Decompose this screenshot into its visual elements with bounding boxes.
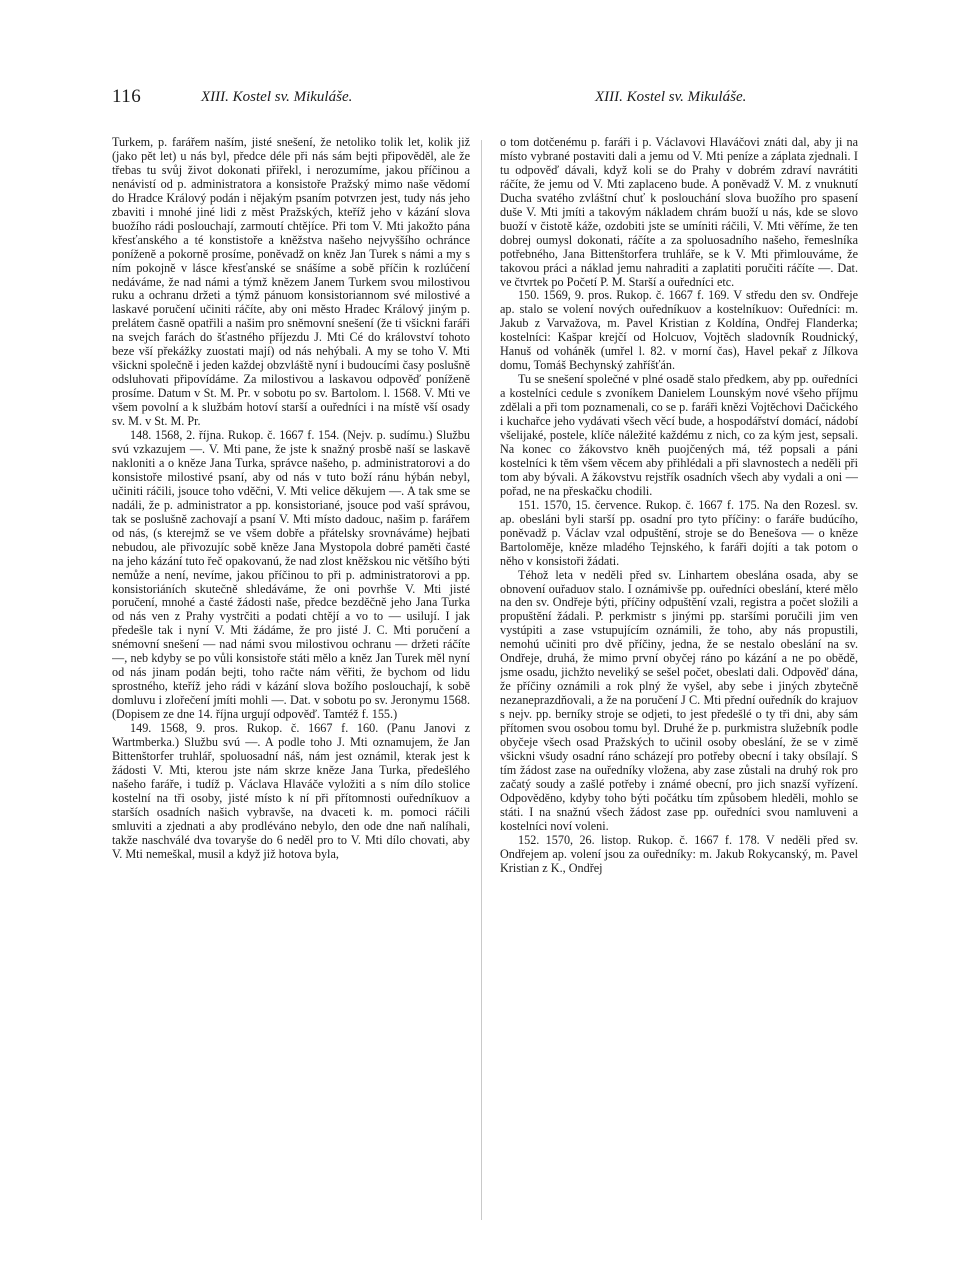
paragraph: Téhož leta v neděli před sv. Linhartem obeslána osada, aby se obnovení ouřaduov stalo. I oznámivše pp. ouředníci obeslání, které mělo na den sv. Ondřeje býti, příčiny odpuštění vzali, registra a počet složili a propuštění žádali. P. perkmistr s jinými pp. staršími poručili jim ven vystúpiti a zase vstupujícím oznámili, že toho, aby nás propustili, nemohú učiniti pro dvě příčiny, jedna, že se nestalo obeslání na sv. Ondřeje, druhá, že mimo první obyčej ráno po kázání a ne po obědě, jsme osadu, jichžto neveliký se sešel počet, obeslati dali. Odpověď dána, že příčiny oznámili a rok plný že vyšel, aby sebe i jiných zbytečně nezaneprazdňovali, a že na poručení J C. Mti přední ouředník do krajuov s nejv. pp. berníky stroje se odjeti, to jest předešlé o ty tři dni, aby sám přítomen svou osobou tomu byl. Druhé že p. purkmistra služebník podle obyčeje všech osad Pražských to učinil osoby obeslání, že se v zimě všickni všudy osadní ráno scházejí pro potřeby obecní i taky obsílají. S tím žádost zase na ouředníky vložena, aby zase zůstali na druhý rok pro začatý soudy a zašlé potřeby i známé obecní, pro jich snazší vyřízení. Odpověděno, kdyby toho býti počátku tím způsobem hleděli, mohlo se státi. I na snažnú všech žádost zase pp. ouředníci svou namluveni a kostelníci noví voleni. (500, 567, 858, 833)
paragraph: 148. 1568, 2. října. Rukop. č. 1667 f. 154. (Nejv. p. sudímu.) Službu svú vzkazujem —. V. Mti pane, že jste k snažný prosbě naší se laskavě nakloniti a o kněze Jana Turka, správce našeho, p. administratorovi a do konsistoře milostivé psaní, aby od nás v tuto boží ránu hýbán nebyl, učiniti ráčili, jsouce toho vděčni, V. Mti velice děkujem —. A tak sme se nadáli, že p. administrator a pp. konsistoriané, jsouce pod vaší správou, tak se poslušně zachovají a psaní V. Mti místo dadouc, našim p. farářem od nás, (s kterejmž se ve všem dobře a přátelsky srovnáváme) hejbati nebudou, ale přivozujíc sobě kněze Jana Mystopola dobré paměti časté na jeho kázání tuto řeč opakovanú, že nad zlost kněžskou nic většího býti nemůže a není, nevíme, jakou příčinou to při p. administratorovi a pp. konsistoriáních skutečně shledáváme, že oni povrhše V. Mti jisté poručení, mnohé a časté žádosti naše, předce bezděčně jeho Jana Turka od nás ven z Prahy vystrčiti a podati chtějí a vo to — usilují. I jak předešle tak i nyní V. Mti žádáme, že pro jisté J. C. Mti poručení a snémovní snešení — nad námi svou milostivou ochranu — držeti ráčíte —, neb kdyby se po vůli konsistoře státi mělo a kněz Jan Turek měl nyní od nás jinam podán bejti, toho račte nám věřiti, že bychom od lidu sprostného, kteříž jeho rádi v kázání slova božího poslouchají, k sobě domluvu i zlořečení jmíti mohli —. Dat. v sobotu po sv. Jeronymu 1568. (Dopisem ze dne 14. října urgují odpověď. Tamtéž f. 155.) (112, 428, 470, 722)
right-text-column (500, 136, 858, 1236)
running-head-right: XIII. Kostel sv. Mikuláše. (595, 89, 747, 105)
column-divider (481, 140, 482, 1220)
page-header (0, 86, 960, 116)
paragraph: 150. 1569, 9. pros. Rukop. č. 1667 f. 169. V středu den sv. Ondřeje ap. stalo se volení nových ouředníkuov a kostelníkuov: Ouředníci: m. Jakub z Varvažova, m. Pavel Kristian z Koldína, Ondřej Flanderka; kostelníci: Kašpar krejčí od Holcuov, Vojtěch sladovník Roudnický, Hanuš od voháněk (umřel l. 82. v morní čas), Havel pekař z Jílkova domu, Tomáš Bechynský zahříšťán. (500, 288, 858, 373)
paragraph: 151. 1570, 15. července. Rukop. č. 1667 f. 175. Na den Rozesl. sv. ap. obesláni byli starší pp. osadní pro tyto příčiny: o faráře budúcího, poněvadž p. Václav vzal odpuštění, stroje se do Benešova — o kněze Bartoloměje, kněze mladého Tejnského, k faráři dojíti a tak potom o něho v konsistoři žádati. (500, 497, 858, 568)
left-text-column (112, 136, 470, 1236)
paragraph: Turkem, p. farářem naším, jisté snešení, že netoliko tolik let, kolik již (jako pět let) u nás byl, předce déle při nás sám bejti připověděl, ale že třebas tu svůj život dokonati přiřekl, i nerozumíme, jakou příčinou a nenávistí od p. administratora a konsistoře Pražský mimo naše vědomí do Hradce Králový podán i nějakým psaním potvrzen jest, tudy nás jeho zbaviti i mnohé jiné lidi z měst Pražských, kteříž jeho v kázání slova buožího rádi poslouchají, zarmoutí chtějíce. Při tom V. Mti jakožto pána křesťanského a té konstistoře a kněžstva našeho nejvyššího ochránce poníženě a pokorně prosíme, poněvadž on kněz Jan Turek s námi a my s ním pokojně v lásce křesťanské se snášíme a sobě příčin k rozlúčení nedáváme, že nad námi a týmž knězem Janem Turkem svou milostivou ruku a ochranu držeti a týmž pánuom konsistoriannom své milostivé a laskavé poručení učiniti ráčíte, aby oni město Hradec Králový jiným p. prelátem časně opatřili a našim pro sněmovní snešení (že ti všickni faráři na svejch farách do šťastného příjezdu J. Mti Cé do království tohoto beze vší překážky zuostati mají) od nás nehýbali. A my se toho V. Mti všickni společně i jeden každej obzvláště nyní i budoucími časy poslušně odsluhovati připovídáme. Za milostivou a laskavou odpověď poníženě prosíme. Datum v St. M. Pr. v sobotu po sv. Bartolom. l. 1568. V. Mti ve všem povolní a k službám hotoví starší a ouředníci i na místě vší osady sv. M. v St. M. Pr. (112, 136, 470, 429)
paragraph: o tom dotčenému p. faráři i p. Václavovi Hlaváčovi znáti dal, aby ji na místo vybrané postaviti dali a jemu od V. Mti peníze a záplata zjednali. I tu odpověď dávali, když koli se do Prahy v dobrém zdraví navrátiti ráčíte, že jemu od V. Mti zaplaceno bude. A poněvadž V. M. z vnuknutí Ducha svatého zvláštní chuť k poslouchání slova buožího pro spasení duše V. Mti jmíti a takovým nákladem chrám buoží u nás, kde se slovo buoží v čistotě káže, ozdobiti jste se umíniti ráčili, V. Mti věříme, že ten dobrej oumysl dokonati, ráčíte a za spoluosadního našeho, řemeslníka potřebného, Jana Bittenštorfera truhláře, se k V. Mti přimlouváme, že takovou práci a náklad jemu nahraditi a zaplatiti poručiti ráčíte —. Dat. ve čtvrtek po Početí P. M. Starší a ouředníci etc. (500, 136, 858, 289)
page-number: 116 (112, 86, 142, 107)
paragraph: 149. 1568, 9. pros. Rukop. č. 1667 f. 160. (Panu Janovi z Wartmberka.) Službu svú —. A podle toho J. Mti oznamujem, že Jan Bittenštorfer truhlář, spoluosadní náš, nám jest oznámil, kterak jest k žádosti V. Mti, kterou jste nám skrze kněze Jana Turka, předešlého našeho faráře, i tudíž p. Václava Hlaváče vyložiti a s ním dílo stolice kostelní na tři osoby, jisté místo k ní při přítomnosti ouředníkuov a starších osadních našich vybravše, na dvaceti k. m. pomoci ráčili smluviti a zjednati a aby prodléváno nebylo, den ode dne naň nalíhali, takže naschválé dva tovaryše do 6 neděl pro to V. Mti dílo chovati, aby V. Mti nemeškal, musil a když již hotova byla, (112, 721, 470, 861)
paragraph: 152. 1570, 26. listop. Rukop. č. 1667 f. 178. V neděli před sv. Ondřejem ap. volení jsou za ouředníky: m. Jakub Rokycanský, m. Pavel Kristian z K., Ondřej (500, 832, 858, 875)
running-head-left: XIII. Kostel sv. Mikuláše. (201, 89, 353, 105)
paragraph: Tu se snešení společné v plné osadě stalo předkem, aby pp. ouředníci a kostelníci cedule s zvoníkem Danielem Lounským nové všeho příjmu zdělali a při tom poznamenali, co se p. faráři knězi Vojtěchovi Dačického i kuchařce jeho vydávati všech věcí bude, a hospodářství domácí, nádobí všelijaké, postele, klíče náležité každému z nich, co za kým jest, sepsali. Na konec co žákovstvo kněh puojčených má, též popsali a páni kostelníci k těm všem věcem aby přihlédali a při slavnostech a neděli při tom aby bývali. A žákovstvu rejstřík osadních všech aby vydali a oni — pořad, ne na přeskačku chodili. (500, 372, 858, 498)
